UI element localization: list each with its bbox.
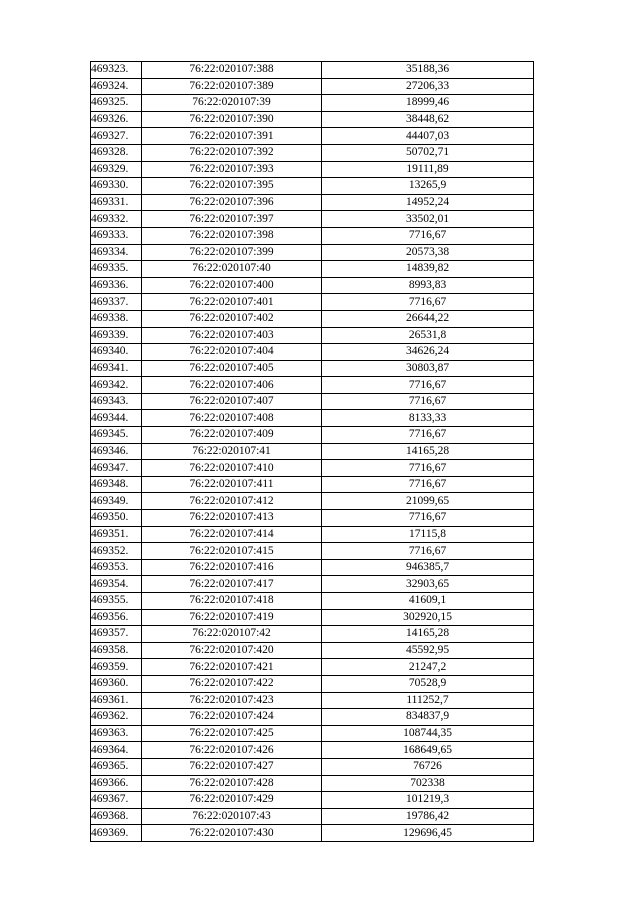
cadastral-value-cell: 7716,67 [322, 427, 534, 444]
row-number-cell: 469349. [91, 493, 142, 510]
row-number-cell: 469343. [91, 393, 142, 410]
table-row [91, 427, 534, 444]
cadastral-value-cell: 45592,95 [322, 642, 534, 659]
cadastral-value-cell: 7716,67 [322, 227, 534, 244]
table-row [91, 410, 534, 427]
row-number-cell: 469348. [91, 476, 142, 493]
cadastral-value-table [90, 61, 534, 842]
table-row [91, 344, 534, 361]
row-number-cell: 469360. [91, 675, 142, 692]
cadastral-number-cell: 76:22:020107:398 [142, 227, 322, 244]
table-row [91, 460, 534, 477]
table-row [91, 725, 534, 742]
cadastral-number-cell: 76:22:020107:426 [142, 742, 322, 759]
cadastral-value-cell: 7716,67 [322, 377, 534, 394]
table-row [91, 659, 534, 676]
row-number-cell: 469330. [91, 178, 142, 195]
cadastral-number-cell: 76:22:020107:391 [142, 128, 322, 145]
cadastral-number-cell: 76:22:020107:408 [142, 410, 322, 427]
row-number-cell: 469338. [91, 310, 142, 327]
cadastral-number-cell: 76:22:020107:42 [142, 626, 322, 643]
cadastral-value-cell: 35188,36 [322, 62, 534, 79]
row-number-cell: 469336. [91, 277, 142, 294]
cadastral-number-cell: 76:22:020107:409 [142, 427, 322, 444]
table-row [91, 161, 534, 178]
row-number-cell: 469340. [91, 344, 142, 361]
cadastral-value-cell: 19786,42 [322, 808, 534, 825]
cadastral-number-cell: 76:22:020107:405 [142, 360, 322, 377]
cadastral-number-cell: 76:22:020107:419 [142, 609, 322, 626]
cadastral-number-cell: 76:22:020107:422 [142, 675, 322, 692]
cadastral-value-cell: 76726 [322, 758, 534, 775]
row-number-cell: 469331. [91, 194, 142, 211]
row-number-cell: 469359. [91, 659, 142, 676]
cadastral-value-cell: 20573,38 [322, 244, 534, 261]
cadastral-value-cell: 834837,9 [322, 709, 534, 726]
row-number-cell: 469327. [91, 128, 142, 145]
table-row [91, 609, 534, 626]
cadastral-value-cell: 8993,83 [322, 277, 534, 294]
cadastral-value-cell: 302920,15 [322, 609, 534, 626]
table-row [91, 261, 534, 278]
cadastral-number-cell: 76:22:020107:403 [142, 327, 322, 344]
cadastral-number-cell: 76:22:020107:399 [142, 244, 322, 261]
table-row [91, 742, 534, 759]
table-row [91, 709, 534, 726]
table-row [91, 476, 534, 493]
row-number-cell: 469341. [91, 360, 142, 377]
row-number-cell: 469367. [91, 792, 142, 809]
table-row [91, 593, 534, 610]
row-number-cell: 469361. [91, 692, 142, 709]
table-row [91, 825, 534, 842]
cadastral-value-cell: 101219,3 [322, 792, 534, 809]
row-number-cell: 469333. [91, 227, 142, 244]
row-number-cell: 469357. [91, 626, 142, 643]
cadastral-value-cell: 8133,33 [322, 410, 534, 427]
cadastral-value-cell: 108744,35 [322, 725, 534, 742]
document-page [90, 61, 531, 842]
table-row [91, 310, 534, 327]
cadastral-number-cell: 76:22:020107:40 [142, 261, 322, 278]
cadastral-number-cell: 76:22:020107:397 [142, 211, 322, 228]
row-number-cell: 469347. [91, 460, 142, 477]
table-row [91, 692, 534, 709]
cadastral-value-cell: 41609,1 [322, 593, 534, 610]
table-row [91, 244, 534, 261]
row-number-cell: 469346. [91, 443, 142, 460]
row-number-cell: 469353. [91, 559, 142, 576]
table-row [91, 775, 534, 792]
cadastral-value-cell: 32903,65 [322, 576, 534, 593]
cadastral-number-cell: 76:22:020107:390 [142, 111, 322, 128]
table-row [91, 211, 534, 228]
row-number-cell: 469323. [91, 62, 142, 79]
cadastral-number-cell: 76:22:020107:400 [142, 277, 322, 294]
table-row [91, 758, 534, 775]
table-row [91, 78, 534, 95]
cadastral-number-cell: 76:22:020107:388 [142, 62, 322, 79]
cadastral-value-cell: 21099,65 [322, 493, 534, 510]
row-number-cell: 469328. [91, 144, 142, 161]
cadastral-number-cell: 76:22:020107:418 [142, 593, 322, 610]
cadastral-value-cell: 129696,45 [322, 825, 534, 842]
cadastral-value-cell: 26644,22 [322, 310, 534, 327]
table-row [91, 277, 534, 294]
row-number-cell: 469364. [91, 742, 142, 759]
cadastral-number-cell: 76:22:020107:417 [142, 576, 322, 593]
row-number-cell: 469350. [91, 510, 142, 527]
cadastral-value-cell: 7716,67 [322, 543, 534, 560]
row-number-cell: 469369. [91, 825, 142, 842]
cadastral-number-cell: 76:22:020107:393 [142, 161, 322, 178]
row-number-cell: 469366. [91, 775, 142, 792]
cadastral-value-cell: 44407,03 [322, 128, 534, 145]
row-number-cell: 469356. [91, 609, 142, 626]
table-row [91, 576, 534, 593]
row-number-cell: 469339. [91, 327, 142, 344]
cadastral-number-cell: 76:22:020107:420 [142, 642, 322, 659]
cadastral-number-cell: 76:22:020107:427 [142, 758, 322, 775]
cadastral-number-cell: 76:22:020107:412 [142, 493, 322, 510]
cadastral-number-cell: 76:22:020107:392 [142, 144, 322, 161]
table-row [91, 111, 534, 128]
cadastral-value-cell: 168649,65 [322, 742, 534, 759]
row-number-cell: 469344. [91, 410, 142, 427]
cadastral-value-cell: 14839,82 [322, 261, 534, 278]
table-row [91, 642, 534, 659]
row-number-cell: 469363. [91, 725, 142, 742]
cadastral-number-cell: 76:22:020107:389 [142, 78, 322, 95]
row-number-cell: 469329. [91, 161, 142, 178]
cadastral-value-cell: 26531,8 [322, 327, 534, 344]
row-number-cell: 469358. [91, 642, 142, 659]
table-body [91, 62, 534, 842]
row-number-cell: 469335. [91, 261, 142, 278]
cadastral-value-cell: 14165,28 [322, 443, 534, 460]
table-row [91, 360, 534, 377]
table-row [91, 194, 534, 211]
cadastral-number-cell: 76:22:020107:428 [142, 775, 322, 792]
table-row [91, 510, 534, 527]
cadastral-number-cell: 76:22:020107:410 [142, 460, 322, 477]
cadastral-value-cell: 14165,28 [322, 626, 534, 643]
table-row [91, 493, 534, 510]
cadastral-value-cell: 21247,2 [322, 659, 534, 676]
table-row [91, 178, 534, 195]
cadastral-value-cell: 33502,01 [322, 211, 534, 228]
cadastral-number-cell: 76:22:020107:39 [142, 95, 322, 112]
row-number-cell: 469355. [91, 593, 142, 610]
cadastral-number-cell: 76:22:020107:416 [142, 559, 322, 576]
cadastral-number-cell: 76:22:020107:415 [142, 543, 322, 560]
cadastral-number-cell: 76:22:020107:396 [142, 194, 322, 211]
row-number-cell: 469342. [91, 377, 142, 394]
cadastral-value-cell: 13265,9 [322, 178, 534, 195]
table-row [91, 626, 534, 643]
cadastral-value-cell: 34626,24 [322, 344, 534, 361]
table-row [91, 526, 534, 543]
cadastral-number-cell: 76:22:020107:424 [142, 709, 322, 726]
table-row [91, 144, 534, 161]
cadastral-number-cell: 76:22:020107:411 [142, 476, 322, 493]
cadastral-value-cell: 7716,67 [322, 476, 534, 493]
cadastral-value-cell: 17115,8 [322, 526, 534, 543]
table-row [91, 443, 534, 460]
cadastral-value-cell: 14952,24 [322, 194, 534, 211]
row-number-cell: 469345. [91, 427, 142, 444]
row-number-cell: 469334. [91, 244, 142, 261]
cadastral-number-cell: 76:22:020107:401 [142, 294, 322, 311]
cadastral-value-cell: 50702,71 [322, 144, 534, 161]
row-number-cell: 469368. [91, 808, 142, 825]
cadastral-value-cell: 946385,7 [322, 559, 534, 576]
cadastral-value-cell: 30803,87 [322, 360, 534, 377]
table-row [91, 675, 534, 692]
table-row [91, 327, 534, 344]
row-number-cell: 469332. [91, 211, 142, 228]
cadastral-value-cell: 111252,7 [322, 692, 534, 709]
cadastral-value-cell: 19111,89 [322, 161, 534, 178]
table-row [91, 95, 534, 112]
cadastral-value-cell: 18999,46 [322, 95, 534, 112]
table-row [91, 792, 534, 809]
row-number-cell: 469362. [91, 709, 142, 726]
table-row [91, 808, 534, 825]
cadastral-number-cell: 76:22:020107:402 [142, 310, 322, 327]
cadastral-number-cell: 76:22:020107:41 [142, 443, 322, 460]
cadastral-number-cell: 76:22:020107:423 [142, 692, 322, 709]
cadastral-value-cell: 27206,33 [322, 78, 534, 95]
row-number-cell: 469326. [91, 111, 142, 128]
cadastral-number-cell: 76:22:020107:406 [142, 377, 322, 394]
cadastral-value-cell: 7716,67 [322, 460, 534, 477]
table-row [91, 377, 534, 394]
table-row [91, 62, 534, 79]
cadastral-number-cell: 76:22:020107:429 [142, 792, 322, 809]
cadastral-number-cell: 76:22:020107:407 [142, 393, 322, 410]
cadastral-number-cell: 76:22:020107:421 [142, 659, 322, 676]
cadastral-value-cell: 7716,67 [322, 393, 534, 410]
row-number-cell: 469351. [91, 526, 142, 543]
cadastral-value-cell: 702338 [322, 775, 534, 792]
table-row [91, 393, 534, 410]
cadastral-number-cell: 76:22:020107:43 [142, 808, 322, 825]
row-number-cell: 469365. [91, 758, 142, 775]
row-number-cell: 469325. [91, 95, 142, 112]
cadastral-number-cell: 76:22:020107:395 [142, 178, 322, 195]
cadastral-value-cell: 70528,9 [322, 675, 534, 692]
cadastral-value-cell: 7716,67 [322, 510, 534, 527]
cadastral-number-cell: 76:22:020107:430 [142, 825, 322, 842]
table-row [91, 294, 534, 311]
table-row [91, 559, 534, 576]
cadastral-number-cell: 76:22:020107:414 [142, 526, 322, 543]
cadastral-value-cell: 38448,62 [322, 111, 534, 128]
row-number-cell: 469324. [91, 78, 142, 95]
cadastral-number-cell: 76:22:020107:413 [142, 510, 322, 527]
table-row [91, 128, 534, 145]
cadastral-number-cell: 76:22:020107:425 [142, 725, 322, 742]
cadastral-number-cell: 76:22:020107:404 [142, 344, 322, 361]
table-row [91, 227, 534, 244]
row-number-cell: 469352. [91, 543, 142, 560]
row-number-cell: 469337. [91, 294, 142, 311]
cadastral-value-cell: 7716,67 [322, 294, 534, 311]
row-number-cell: 469354. [91, 576, 142, 593]
table-row [91, 543, 534, 560]
